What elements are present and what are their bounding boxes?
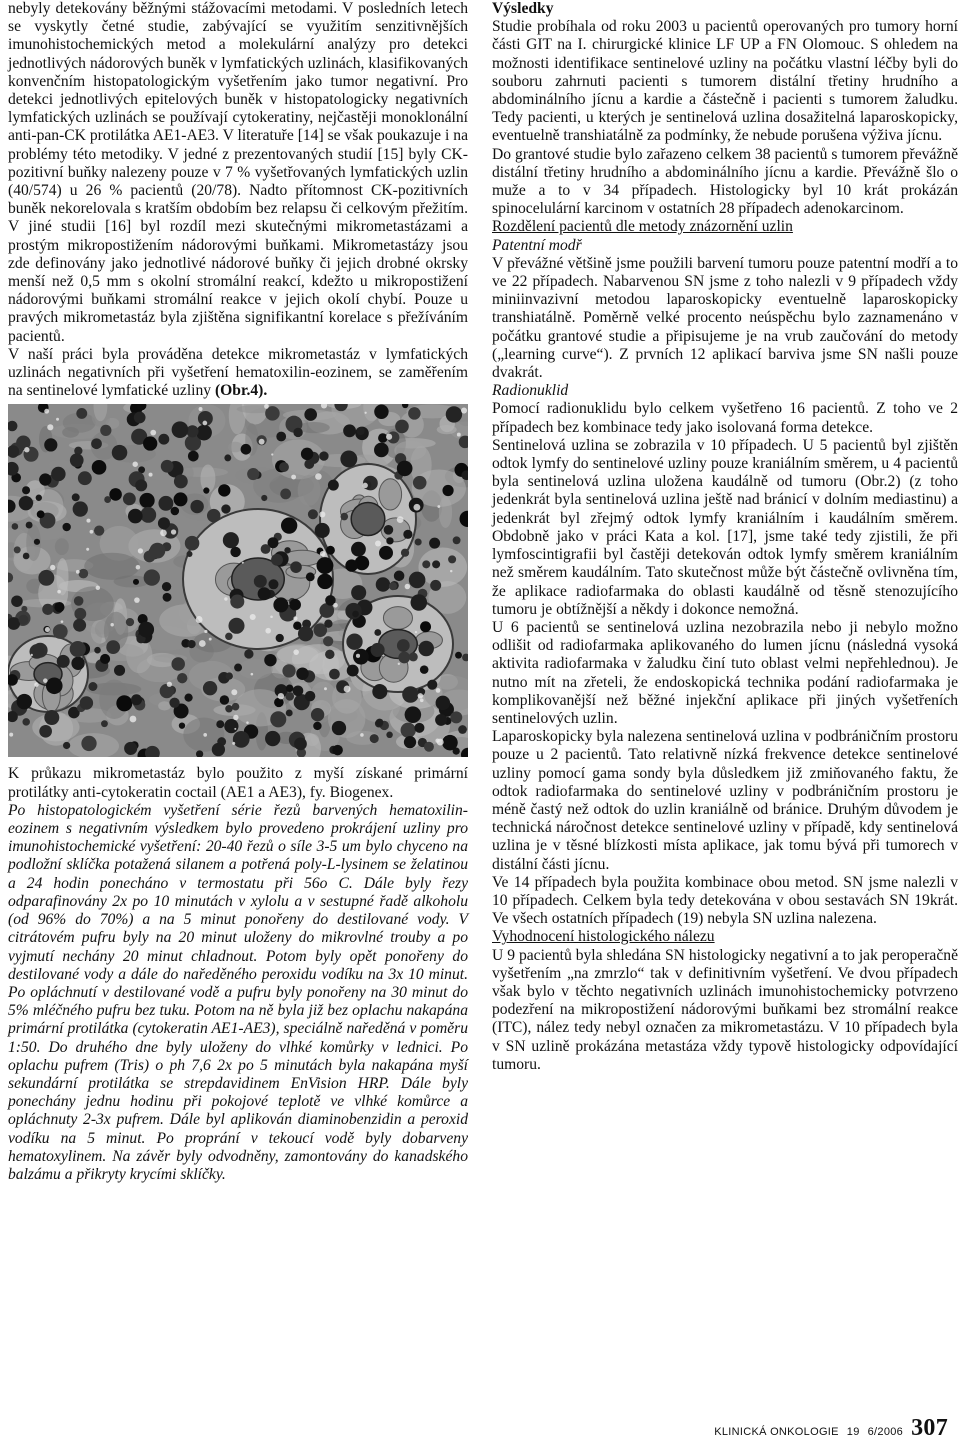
radionuclide-heading: Radionuklid (492, 382, 569, 400)
figure-caption: K průkazu mikrometastáz bylo použito z myší získané primární protilátky anti-cytokeratin coctail (AE1 a AE3), fy. Biogenex. (8, 765, 468, 801)
results-paragraph-1: Studie probíhala od roku 2003 u pacientů operovaných pro tumory horní části GIT na I. chirurgické klinice LF UP a FN Olomouc. S ohledem na možnosti identifikace sentinelové uzliny na počátku vlastní léčby byli do souboru zahrnuti pacienti s tumorem distální třetiny hrudního a abdominálního jícnu a kardie a částečně i pacienti s tumorem žaludku. Tedy pacienti, u kterých je sentinelová uzlina dosažitelná laparoskopicky, eventuelně transhiatálně za podmínky, že nebude porušena výživa jícnu. (492, 18, 958, 145)
patent-blue-heading: Patentní modř (492, 236, 582, 254)
intro-paragraph: nebyly detekovány běžnými stážovacími metodami. V posledních letech se vyskytly četné studie, zabývající se využitím senzitivnějších imunohistochemických metod a molekulární analýzy pro detekci jednotlivých nádorových buněk v lymfatických uzlinách, klasifikovaných konvenčním histopatologickým vyšetřením jako tumor negativní. Pro detekci jednotlivých epitelových buněk v histopatologicky negativních lymfatických uzlinách se používají cytokeratiny, nejčastěji monoklonální anti-pan-CK protilátka AE1-AE3. V literatuře [14] se však poukazuje i na problémy této metodiky. V jedné z prezentovaných studií [15] byly CK-pozitivní buňky nalezeny pouze v 7 % vyšetřovaných lymfatických uzlin (40/574) u 26 % pacientů (20/78). Nadto přítomnost CK-pozitivních buněk nekorelovala s kratším obdobím bez relapsu či celkovým přežitím. V jiné studii [16] byl rozdíl mezi skutečnými mikrometastázami a prostým mikropostižením nádorovými buňkami. Mikrometastázy jsou zde definovány jako jednotlivé nádorové buňky či jejich drobné okrsky menší než 0,5 mm s okolní stromální reakcí, kdežto u mikropostižení nádorovými buňkami stromální reakce v jejich okolí chybí. Pouze u pravých mikrometastáz byla zjištěna signifikantní korelace s přežíváním pacientů. (8, 0, 468, 345)
results-paragraph-2: Do grantové studie bylo zařazeno celkem 38 pacientů s tumorem převážně distální třetiny hrudního a abdominálního jícnu a kardie. Převážně šlo o muže a to v 34 případech. Histologicky byl 10 krát prokázán spinocelulární karcinom v ostatních 28 případech adenokarcinom. (492, 145, 958, 218)
radionuclide-paragraph-3: U 6 pacientů se sentinelová uzlina nezobrazila nebo ji nebylo možno odlišit od radiofarmaka aplikovaného do lumen jícnu (následná vysoká aktivita radiofarmaka v žaludku činí tuto oblast velmi nepřehlednou). Je nutno mít na zřeteli, že endoskopická technika podání radiofarmaka je komplikovanější než běžné injekční aplikace při jiných vyšetřeních sentinelových uzlin. (492, 618, 958, 727)
histology-paragraph: U 9 pacientů byla shledána SN histologicky negativní a to jak peroperačně vyšetřením „na zmrzlo“ tak v definitivním vyšetření. Ve dvou případech však bylo v těchto negativních uzlinách imunohistochemicky potvrzeno podezření na mikropostižení nádorovými buňkami bez stromální reakce (ITC), nález tedy nebyl označen za mikrometastázu. V 10 případech byla v SN uzlině prokázána metastáza vždy typově histologicky odpovídající tumoru. (492, 946, 958, 1073)
patent-blue-paragraph: V převážné většině jsme použili barvení tumoru pouze patentní modří a to ve 22 případech. Nabarvenou SN jsme z toho nalezli v 9 případech vždy miniinvazivní metodou laparoskopicky eventuelně laparoskopicky transhiatálně. Poměrně velké procento neúspěchu bylo zaznamenáno v počátku grantové studie a připisujeme je na vrub zaučování do metody („learning curve“). Z prvních 12 aplikací barviva jsme SN našli pouze dvakrát. (492, 254, 958, 382)
our-work-paragraph (8, 346, 468, 401)
micrograph-image (8, 404, 468, 757)
journal-issue: 6/2006 (867, 1426, 904, 1438)
radionuclide-paragraph-2: Sentinelová uzlina se zobrazila v 10 případech. U 5 pacientů byl zjištěn odtok lymfy do sentinelové uzliny pouze kraniálním směrem, u 4 pacientů byla sentinelová uzlina uložena kaudálně od tumoru (Obr.2) (z toho jedenkrát byla sentinelová uzlina ještě nad bránicí v dolním mediastinu) a jedenkrát byl zřejmý odtok lymfy kraniálním i kaudálním směrem. Obdobně jako v práci Kata a kol. [17], jsme také tedy zjistili, že při lymfoscintigrafii byl častěji detekován odtok lymfy směrem kraniálním než směrem kaudálním. Tato skutečnost může být částečně ovlivněna tím, že aplikace radiofarmaka do oblasti kaudálně od těsně stenozujícího tumoru je obtížnější a někdy i dokonce nemožná. (492, 436, 958, 618)
method-paragraph: Po histopatologickém vyšetření série řezů barvených hematoxilin-eozinem s negativním výsledkem bylo provedeno prokrájení uzliny pro imunohistochemické vyšetření: 20-40 řezů o síle 3-5 um bylo chyceno na podložní sklíčka potažená silanem a potřená poly-L-lysinem se želatinou a 24 hodin ponecháno v termostatu při 56o C. Dále byly řezy odparafinovány 2x po 10 minutách v xylolu a v sestupné řadě alkoholu (od 96% do 70%) a na 5 minut ponořeny do destilované vody. V citrátovém pufru byly na 20 minut uloženy do mikrovlné trouby a po vyjmutí nechány 20 minut chladnout. Potom byly opět ponořeny do destilované vody a dále do naředěného peroxidu vodíku na 3x 10 minut. Po opláchnutí v destilované vodě a pufru byly ponořeny na 30 minut do 5% mléčného pufru bez tuku. Potom na ně byla již bez oplachu nakapána primární protilátka (cytokeratin AE1-AE3), speciálně naředěná v poměru 1:50. Do druhého dne byly uloženy do vlhké komůrky v lednici. Po oplachu pufrem (Tris) o ph 7,6 2x po 5 minutách byla nakapána myší sekundární protilátka se strepdavidinem EnVision HRP. Dále byly ponechány jednu hodinu při pokojové teplotě ve vlhké komůrce a opláchnuty 2-3x pufrem. Dále byl aplikován diaminobenzidin a peroxid vodíku na 5 minut. Po proprání v tekoucí vodě byly dobarveny hematoxylinem. Na závěr byly odvodněny, zamontovány do kanadského balzámu a přikryty krycími sklíčky. (8, 801, 468, 1183)
page-number: 307 (911, 1415, 948, 1441)
combination-paragraph: Ve 14 případech byla použita kombinace obou metod. SN jsme nalezli v 10 případech. Celkem byla tedy detekována v obou sestavách SN 19krát. Ve všech ostatních případech (19) nebyla SN uzlina nalezena. (492, 873, 958, 928)
histology-heading: Vyhodnocení histologického nálezu (492, 928, 715, 946)
left-column (8, 0, 468, 1184)
journal-name: KLINICKÁ ONKOLOGIE (714, 1426, 839, 1438)
figure-reference: (Obr.4). (214, 382, 268, 400)
right-column (492, 0, 958, 1074)
radionuclide-paragraph-1: Pomocí radionuklidu bylo celkem vyšetřeno 16 pacientů. Z toho ve 2 případech bez kombinace tedy jako isolovaná forma detekce. (492, 400, 958, 436)
results-heading: Výsledky (492, 0, 554, 17)
laparoscopy-paragraph: Laparoskopicky byla nalezena sentinelová uzlina v podbráničním prostoru pouze u 2 pacientů. Tato relativně nízká frekvence detekce sentinelové uzliny pomocí gama sondy byla důsledkem již zmiňovaného faktu, že odtok radiofarmaka do sentinelové uzliny v podbráničním prostoru je méně častý než odtok do uzlin kraniálně od bránice. Druhým důvodem je technická náročnost detekce sentinelové uzliny v případě, kdy sentinelová uzlina je v těsné blízkosti místa aplikace, jak tomu bývá při tumorech v distální části jícnu. (492, 728, 958, 873)
micrograph-figure (8, 404, 468, 757)
journal-volume: 19 (846, 1426, 860, 1438)
distribution-heading: Rozdělení pacientů dle metody znázornění uzlin (492, 218, 793, 236)
page-footer (714, 1415, 948, 1442)
our-work-text: V naší práci byla prováděna detekce mikrometastáz v lymfatických uzlinách negativních při vyšetření hematoxilin-eozinem, se zaměřením na sentinelové lymfatické uzliny (8, 345, 468, 400)
